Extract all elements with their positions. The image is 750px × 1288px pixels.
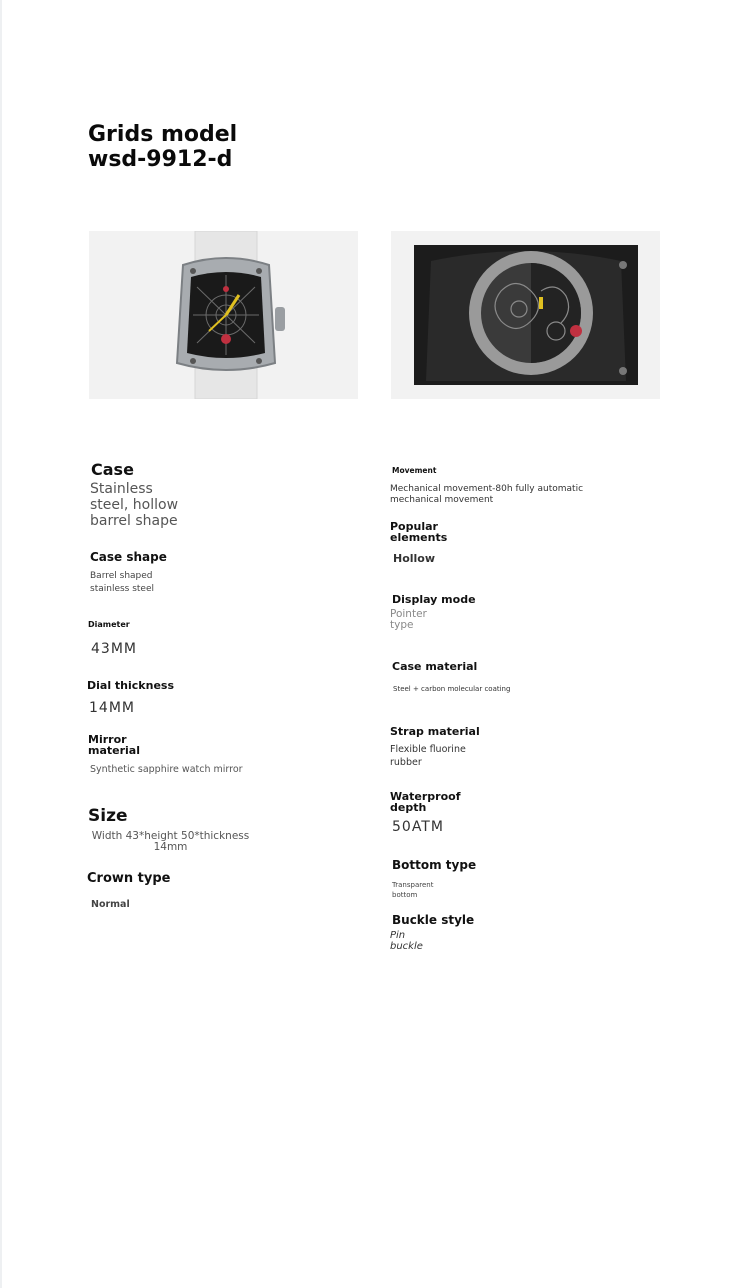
waterproof-depth-label	[390, 791, 461, 813]
watch-front-image	[89, 231, 358, 399]
page-left-border	[0, 0, 2, 1288]
watch-movement-illustration	[391, 231, 660, 399]
product-title	[88, 122, 348, 172]
watch-front-illustration	[89, 231, 358, 399]
case-shape-value	[90, 570, 154, 596]
strap-material-value	[390, 743, 466, 769]
title-line-2: wsd-9912-d	[88, 147, 233, 172]
diameter-value: 43MM	[91, 641, 137, 657]
strap-material-label: Strap material	[390, 725, 480, 738]
mirror-label-line: Mirror	[88, 733, 127, 746]
movement-value	[390, 484, 583, 506]
case-shape-label: Case shape	[90, 550, 167, 564]
waterproof-depth-label-line: Waterproof	[390, 790, 461, 803]
strap-material-value-line: rubber	[390, 757, 422, 768]
display-mode-value	[390, 609, 427, 631]
dial-thickness-value: 14MM	[89, 700, 135, 716]
buckle-style-label: Buckle style	[392, 913, 475, 927]
case-value	[90, 481, 178, 529]
size-label: Size	[88, 806, 128, 826]
case-material-value: Steel + carbon molecular coating	[393, 685, 511, 693]
bottom-type-value-line: bottom	[392, 891, 418, 899]
size-value-line: Width 43*height 50*thickness	[91, 830, 250, 842]
display-mode-value-line: type	[390, 619, 414, 631]
case-shape-value-line: stainless steel	[90, 584, 155, 594]
popular-elements-value: Hollow	[393, 552, 436, 565]
bottom-type-value	[392, 880, 433, 900]
mirror-value: Synthetic sapphire watch mirror	[90, 764, 243, 775]
mirror-label	[88, 734, 140, 756]
size-value-line: 14mm	[153, 841, 188, 853]
waterproof-depth-value: 50ATM	[392, 819, 444, 835]
waterproof-depth-label-line: depth	[390, 801, 427, 814]
bottom-type-label: Bottom type	[392, 858, 477, 872]
movement-value-line: mechanical movement	[390, 495, 494, 505]
crown-type-value: Normal	[91, 899, 130, 910]
popular-elements-label-line: elements	[390, 531, 448, 544]
strap-material-value-line: Flexible fluorine	[390, 744, 466, 755]
size-value	[88, 831, 253, 853]
movement-value-line: Mechanical movement-80h fully automatic	[390, 484, 584, 494]
case-shape-value-line: Barrel shaped	[90, 571, 153, 581]
case-value-line: steel, hollow	[90, 497, 179, 513]
popular-elements-label-line: Popular	[390, 520, 438, 533]
crown-type-label: Crown type	[87, 871, 171, 886]
diameter-label: Diameter	[88, 620, 130, 629]
title-line-1: Grids model	[88, 122, 238, 147]
buckle-style-value-line: Pin	[390, 930, 406, 941]
buckle-style-value	[390, 930, 423, 952]
case-label: Case	[91, 460, 134, 479]
case-value-line: barrel shape	[90, 513, 178, 529]
dial-thickness-label: Dial thickness	[87, 679, 175, 692]
popular-elements-label	[390, 521, 447, 543]
watch-movement-image	[391, 231, 660, 399]
bottom-type-value-line: Transparent	[392, 881, 434, 889]
mirror-label-line: material	[88, 744, 140, 757]
case-value-line: Stainless	[90, 481, 153, 497]
display-mode-label: Display mode	[392, 593, 476, 606]
buckle-style-value-line: buckle	[390, 941, 423, 952]
movement-label: Movement	[392, 466, 437, 475]
case-material-label: Case material	[392, 660, 478, 673]
display-mode-value-line: Pointer	[390, 608, 427, 620]
